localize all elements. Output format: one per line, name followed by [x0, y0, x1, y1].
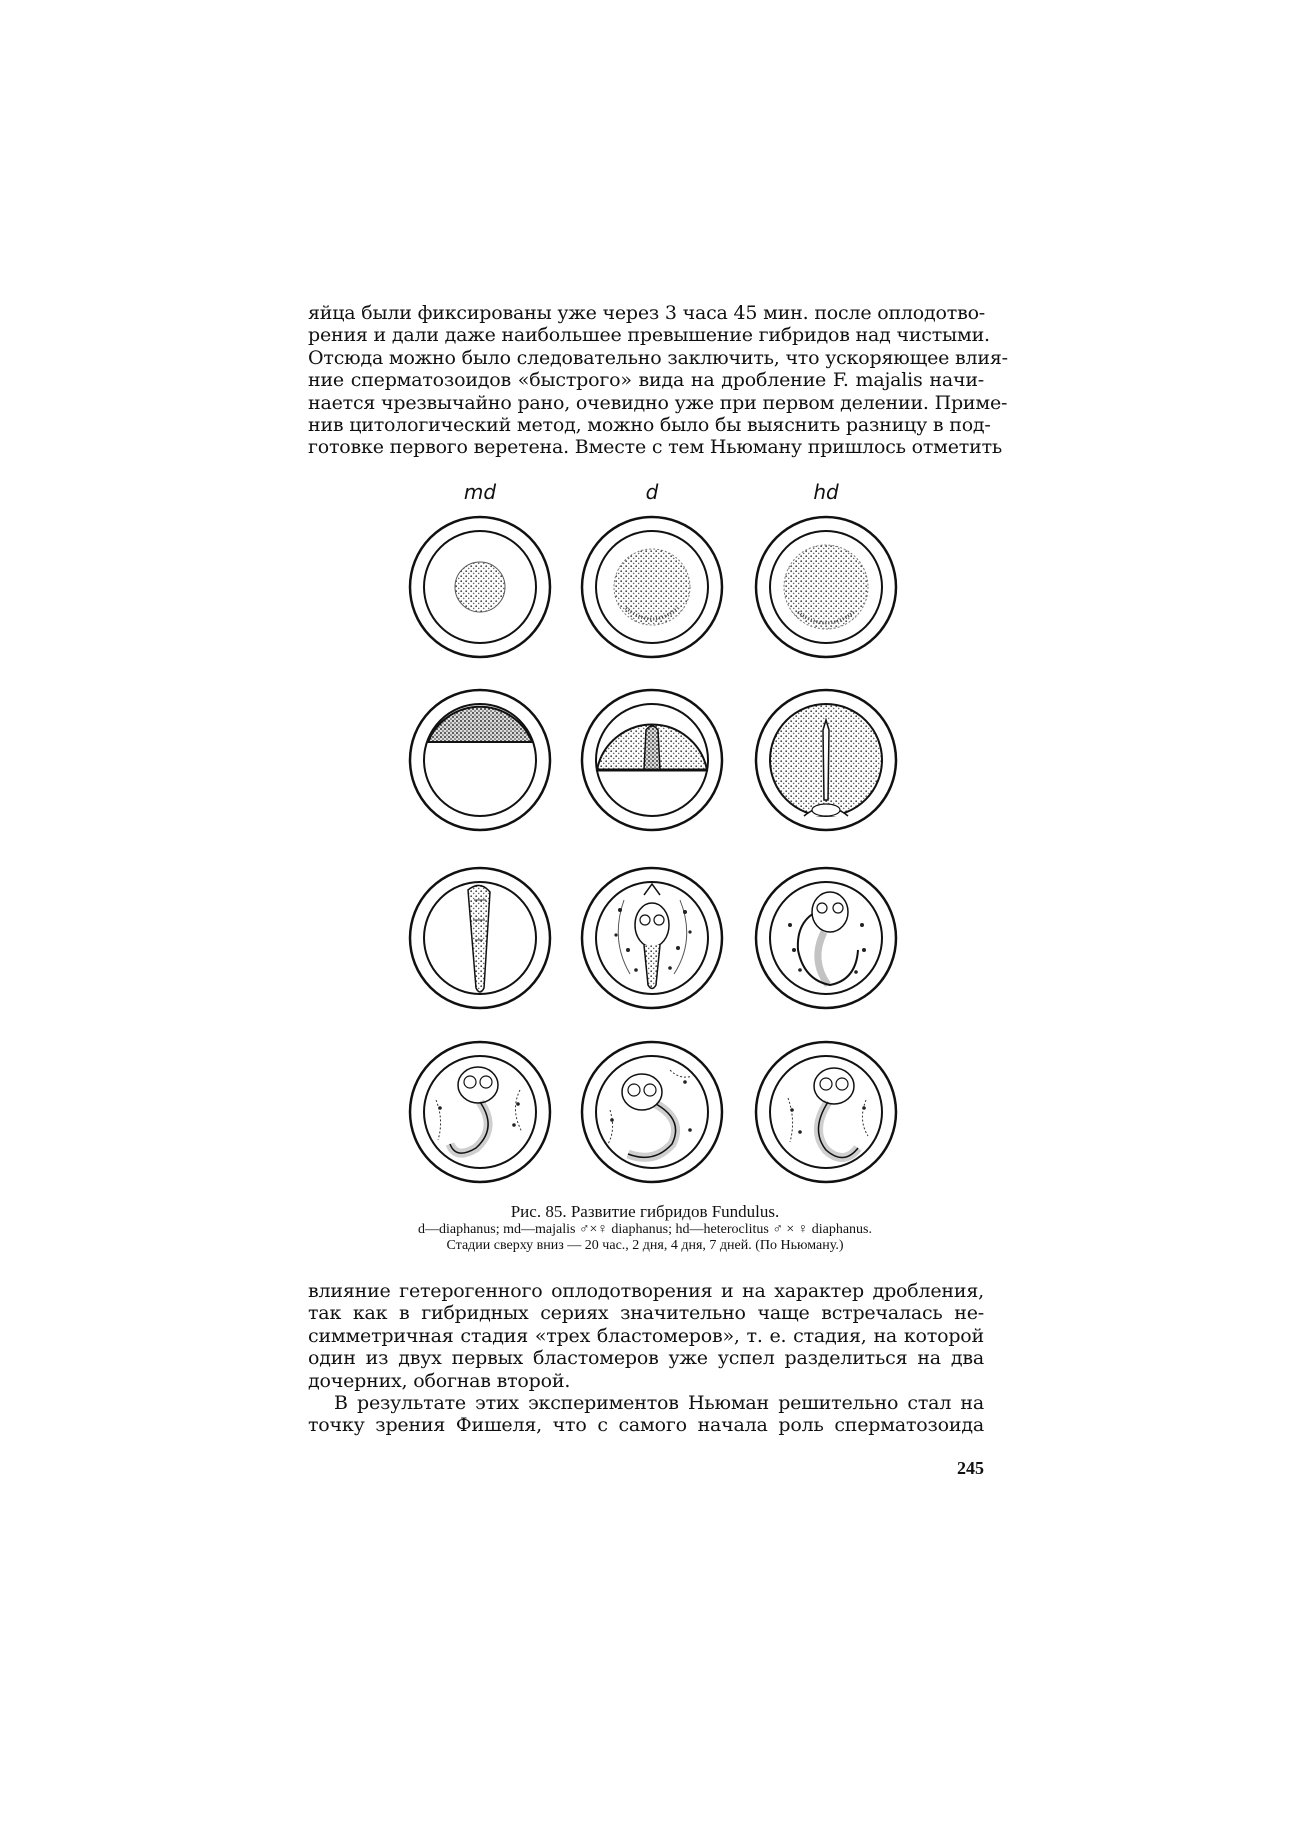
text-line: яйца были фиксированы уже через 3 часа 45 мин. после оплодотво- — [308, 302, 986, 324]
figure-caption-legend: d—diaphanus; md—majalis ♂×♀ diaphanus; hd—heteroclitus ♂ × ♀ diaphanus. — [417, 1222, 872, 1237]
text-line: симметричная стадия «трех бластомеров», т. е. стадия, на которой — [308, 1324, 984, 1347]
text-line: готовке первого веретена. Вместе с тем Ньюману пришлось отметить — [308, 436, 1003, 459]
text-line: нается чрезвычайно рано, очевидно уже при первом делении. Приме- — [308, 391, 1008, 414]
column-label-hd: hd — [813, 480, 839, 504]
text-line: В результате этих экспериментов Ньюман решительно стал на — [334, 1392, 984, 1415]
text-line: так как в гибридных сериях значительно чаще встречалась не- — [308, 1302, 984, 1325]
column-label-md: md — [463, 480, 497, 504]
egg-md-stage-2 — [410, 690, 550, 830]
figure-caption-stages: Стадии сверху вниз — 20 час., 2 дня, 4 дня, 7 дней. (По Ньюману.) — [446, 1238, 844, 1253]
egg-hd-stage-2 — [756, 690, 896, 830]
embryo-drawings — [380, 480, 940, 1200]
text-line: нив цитологический метод, можно было бы выяснить разницу в под- — [308, 414, 991, 437]
text-line: рения и дали даже наибольшее превышение гибридов над чистыми. — [308, 324, 990, 347]
text-line: ние сперматозоидов «быстрого» вида на дробление F. majalis начи- — [308, 369, 984, 392]
egg-md-stage-4 — [410, 1042, 550, 1182]
bottom-paragraph — [308, 1280, 984, 1437]
embryo-figure — [380, 480, 940, 1200]
egg-md-stage-1 — [410, 517, 550, 657]
egg-d-stage-2 — [582, 690, 722, 830]
egg-d-stage-4 — [582, 1042, 722, 1182]
text-line: Отсюда можно было следовательно заключить, что ускоряющее влия- — [308, 346, 1008, 369]
text-line: дочерних, обогнав второй. — [308, 1369, 571, 1392]
page-number: 245 — [957, 1458, 984, 1478]
egg-d-stage-1 — [582, 517, 722, 657]
text-line: один из двух первых бластомеров уже успел разделиться на два — [308, 1347, 984, 1370]
egg-hd-stage-1 — [756, 517, 896, 657]
egg-d-stage-3 — [582, 868, 722, 1008]
egg-hd-stage-3 — [756, 868, 896, 1008]
egg-md-stage-3 — [410, 868, 550, 1008]
egg-hd-stage-4 — [756, 1042, 896, 1182]
figure-caption-title: Рис. 85. Развитие гибридов Fundulus. — [510, 1202, 780, 1221]
text-line: влияние гетерогенного оплодотворения и на характер дробления, — [308, 1280, 984, 1302]
text-line: точку зрения Фишеля, что с самого начала роль сперматозоида — [308, 1414, 984, 1437]
column-label-d: d — [645, 480, 659, 504]
top-paragraph — [308, 302, 1008, 459]
